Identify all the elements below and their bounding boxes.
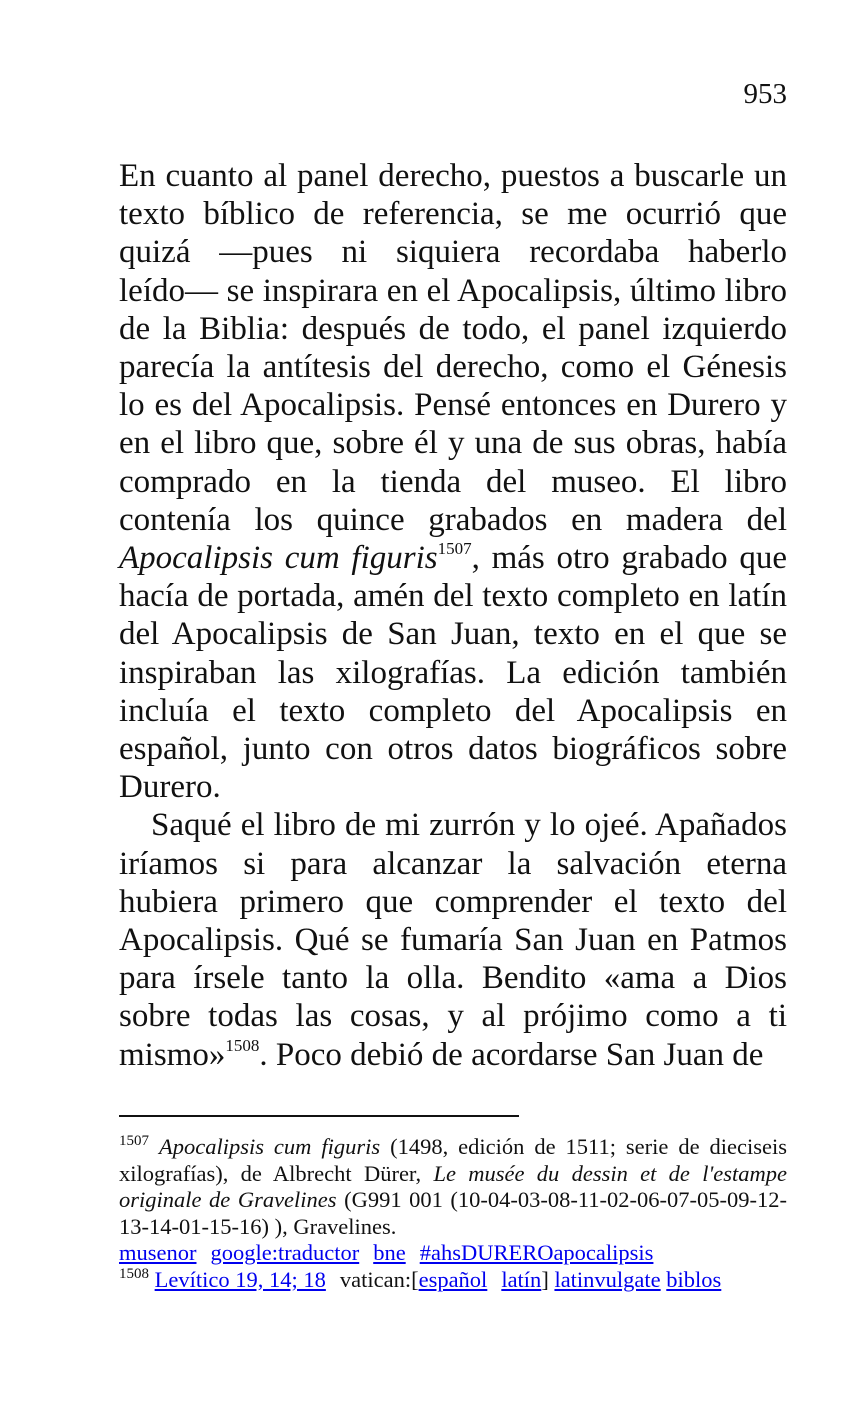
footnote-1507-links [119, 1240, 787, 1267]
footnote-1508 [119, 1267, 787, 1294]
footnote-text: (1498, edición de 1511; serie de dieciseis xilografías), de Albrecht Dürer, [119, 1134, 788, 1186]
footnote-number: 1507 [119, 1133, 149, 1149]
paragraph-2-text-a: Saqué el libro de mi zurrón y lo ojeé. Apañados iríamos si para alcanzar la salvación eterna hubiera primero que comprender el texto del Apocalipsis. Qué se fumaría San Juan en Patmos para írsele tanto la olla. Bendito «ama a Dios sobre todas las cosas, y al prójimo como a ti mismo» [119, 807, 787, 1073]
footnote-ref-1507[interactable]: 1507 [437, 539, 472, 559]
paragraph-1-text-b: , más otro grabado que hacía de portada, amén del texto completo en latín del Apocalipsis de San Juan, texto en el que se inspiraban las xilografías. La edición también incluía el texto completo del Apocalipsis en español, junto con otros datos biográficos sobre Durero. [119, 540, 787, 806]
footnote-1507 [119, 1134, 787, 1240]
footnote-museum: Le musée du dessin et de l'estampe originale de Gravelines [119, 1160, 787, 1213]
vatican-label: vatican:[ [339, 1266, 419, 1292]
link-musenor[interactable]: musenor [119, 1240, 197, 1266]
footnotes [119, 1134, 787, 1294]
footnote-divider [119, 1115, 519, 1117]
link-biblos[interactable]: biblos [666, 1266, 722, 1292]
link-ahsdurero-apocalipsis[interactable]: #ahsDUREROapocalipsis [419, 1240, 654, 1266]
footnote-ref-1508[interactable]: 1508 [225, 1035, 260, 1055]
paragraph-1-text-a: En cuanto al panel derecho, puestos a buscarle un texto bíblico de referencia, se me ocurrió que quizá ―pues ni siquiera recordaba haberlo leído― se inspirara en el Apocalipsis, último libro de la Biblia: después de todo, el panel izquierdo parecía la antítesis del derecho, como el Génesis lo es del Apocalipsis. Pensé entonces en Durero y en el libro que, sobre él y una de sus obras, había comprado en la tienda del museo. El libro contenía los quince grabados en madera del [119, 158, 787, 538]
paragraph-1 [119, 157, 787, 806]
page-number: 953 [743, 78, 787, 110]
main-text [119, 157, 787, 1074]
link-google-traductor[interactable]: google:traductor [210, 1240, 360, 1266]
link-espanol[interactable]: español [418, 1266, 488, 1292]
link-bne[interactable]: bne [373, 1240, 406, 1266]
book-title: Apocalipsis cum figuris [119, 540, 438, 577]
footnote-title: Apocalipsis cum figuris [158, 1134, 381, 1159]
link-latinvulgate[interactable]: latinvulgate [554, 1266, 661, 1292]
paragraph-2 [119, 806, 787, 1073]
paragraph-2-text-b: . Poco debió de acordarse San Juan de [259, 1036, 764, 1073]
footnote-text: (G991 001 (10-04-03-08-11-02-06-07-05-09-12-13-14-01-15-16) ), Gravelines. [119, 1187, 787, 1239]
link-levitico[interactable]: Levítico 19, 14; 18 [154, 1266, 326, 1292]
bracket-close: ] [541, 1266, 549, 1292]
link-latin[interactable]: latín [501, 1266, 542, 1292]
footnote-number: 1508 [119, 1265, 149, 1282]
